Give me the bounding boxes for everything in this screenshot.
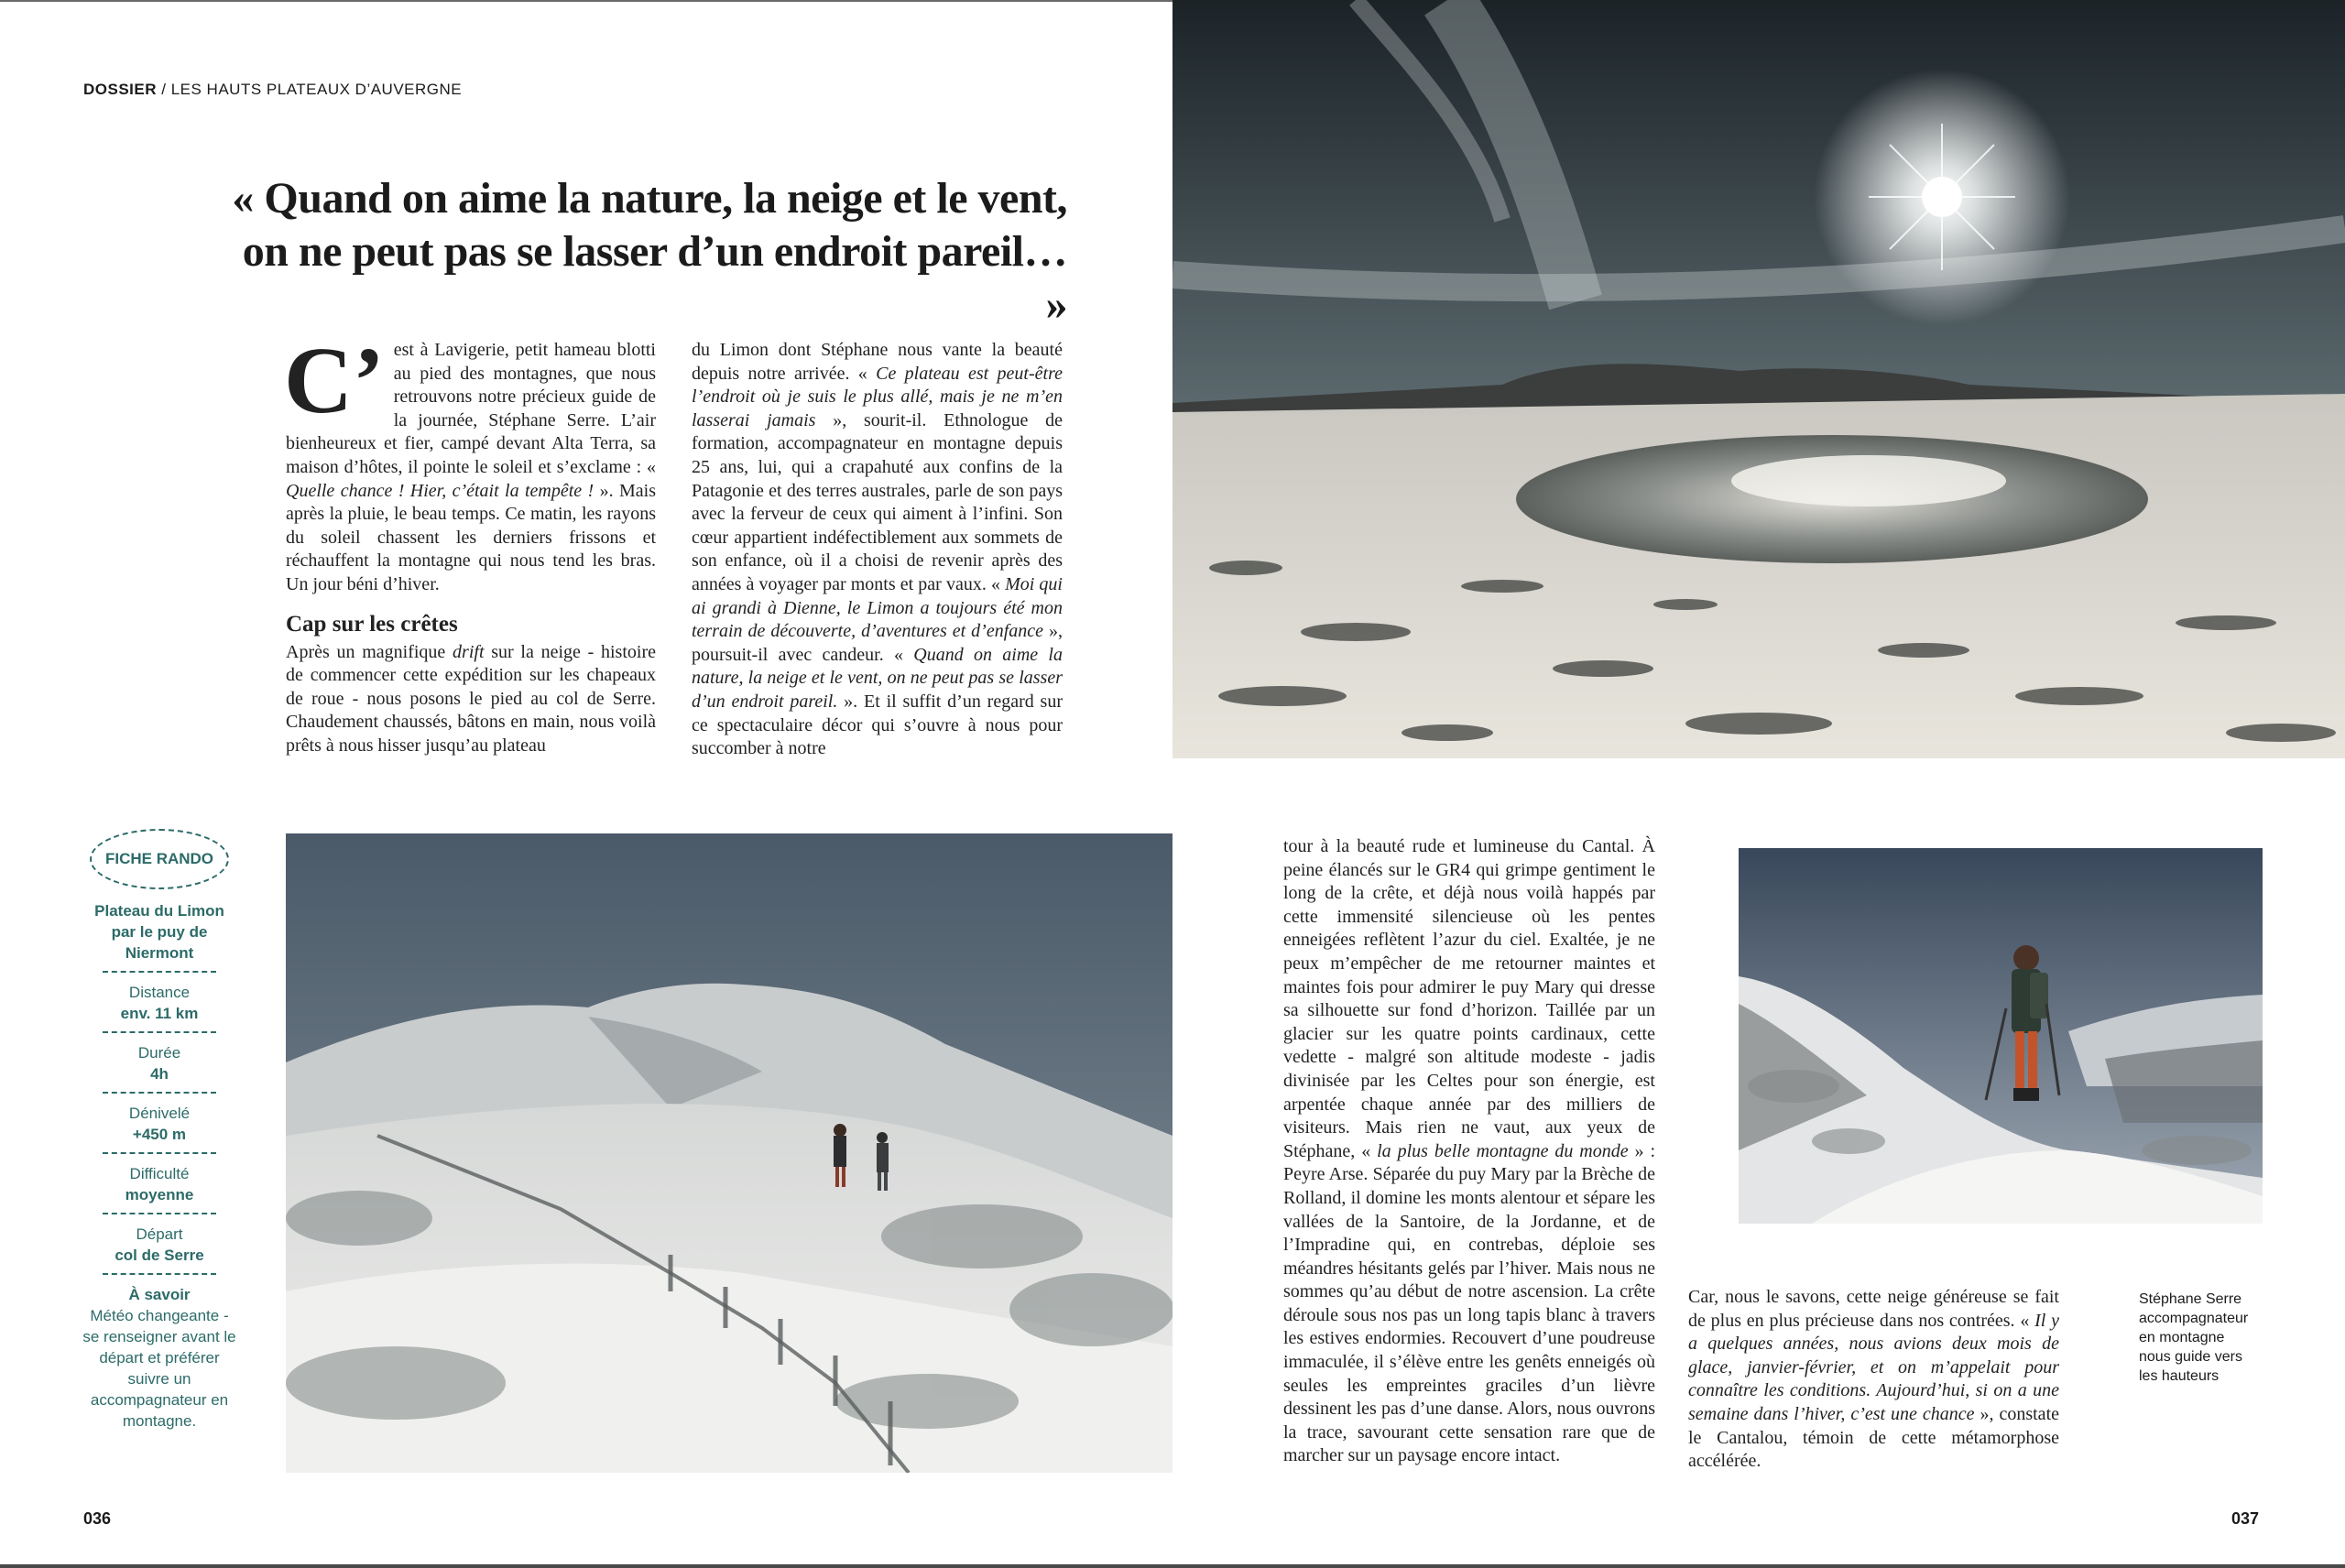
fiche-item-distance: Distance env. 11 km <box>120 984 199 1022</box>
fiche-item-depart: Départ col de Serre <box>115 1225 204 1264</box>
article-column-2 <box>692 339 1063 761</box>
photo-caption: Stéphane Serre accompagnateur en montagne nous guide vers les hauteurs <box>2139 1291 2249 1384</box>
pull-quote <box>229 172 1067 332</box>
fiche-note: À savoir Météo changeante - se renseigner avant le départ et préférer suivre un accompagnateur en montagne. <box>82 1286 236 1430</box>
fiche-separator <box>103 1092 216 1094</box>
fiche-separator <box>103 1213 216 1214</box>
page-number-right: 037 <box>2231 1509 2260 1528</box>
fiche-rando-badge: FICHE RANDO <box>90 829 229 889</box>
article-paragraph-intro: C’ est à Lavigerie, petit hameau blotti au pied des montagnes, que nous retrouvons notre précieux guide de la journée, Stéphane Serre. L’air bienheureux et fier, campé devant Alta Terra, sa maison d’hôtes, il pointe le soleil et s’exclame : « Quelle chance ! Hier, c’était la tempête ! ». Mais après la pluie, le beau temps. Ce matin, les rayons du soleil chassent les derniers frissons et réchauffent la montagne qui nous tend les bras. Un jour béni d’hiver. <box>284 328 657 594</box>
fiche-item-denivele: Dénivelé +450 m <box>128 1105 191 1143</box>
bottom-border <box>0 1564 2345 1568</box>
section-label-rest: / LES HAUTS PLATEAUX D’AUVERGNE <box>157 81 463 98</box>
article-column-1 <box>284 328 657 758</box>
photo-hikers-ridge <box>286 833 1172 1473</box>
photo-stephane-serre <box>1739 848 2263 1224</box>
section-label-bold: DOSSIER <box>83 81 158 98</box>
pull-quote-line-1: « Quand on aime la nature, la neige et le vent, <box>232 174 1067 223</box>
article-paragraph-2: Après un magnifique drift sur la neige - histoire de commencer cette expédition sur les chapeaux de roue - nous posons le pied au col de Serre. Chaudement chaussés, bâtons en main, nous voilà prêts à nous hisser jusqu’au plateau <box>286 641 656 756</box>
fiche-item-duree: Durée 4h <box>137 1044 181 1083</box>
fiche-separator <box>103 1152 216 1154</box>
section-label <box>83 81 462 99</box>
fiche-title: Plateau du Limon par le puy de Niermont <box>94 902 224 962</box>
fiche-separator <box>103 1273 216 1275</box>
page-number-left: 036 <box>83 1509 112 1528</box>
pull-quote-line-2: on ne peut pas se lasser d’un endroit pareil… » <box>242 227 1067 329</box>
article-paragraph-5: Car, nous le savons, cette neige généreuse se fait de plus en plus précieuse dans nos contrées. « Il y a quelques années, nous avions deux mois de glace, janvier-février, et on m’appelait pour connaître les conditions. Aujourd’hui, si on a une semaine dans l’hiver, c’est une chance », constate le Cantalou, témoin de cette métamorphose accélérée. <box>1688 1287 2060 1472</box>
photo-frozen-lake <box>1172 0 2345 758</box>
article-column-3 <box>1283 835 1655 1468</box>
fiche-separator <box>103 971 216 973</box>
subheading: Cap sur les crêtes <box>286 611 458 637</box>
fiche-separator <box>103 1031 216 1033</box>
fiche-item-difficulte: Difficulté moyenne <box>125 1165 194 1203</box>
fiche-rando <box>81 829 238 1432</box>
article-paragraph-4: tour à la beauté rude et lumineuse du Cantal. À peine élancés sur le GR4 qui grimpe gentiment le long de la crête, et déjà nous voilà happés par cette immensité silencieuse où les pentes enneigées reflètent l’azur du ciel. Exaltée, je ne peux m’empêcher de me retourner maintes et maintes fois pour admirer le puy Mary qui dresse sa silhouette sur fond d’horizon. Taillée par un glacier sur les quatre points cardinaux, cette vedette - malgré son altitude modeste - jadis divinisée par les Celtes pour son énergie, est arpentée chaque année par des milliers de visiteurs. Mais rien ne vaut, aux yeux de Stéphane, « la plus belle montagne du monde » : Peyre Arse. Séparée du puy Mary par la Brèche de Rolland, il domine les monts alentour et sépare les vallées de la Santoire, de la Jordanne, et de l’Impradine qui, en contrebas, déploie ses méandres hésitants gelés par l’hiver. Mais nous ne sommes qu’au début de notre ascension. La crête déroule sous nos pas un long tapis blanc à travers les estives endormies. Recouvert d’une poudreuse immaculée, il s’élève entre les genêts enneigés où seules les empreintes graciles d’un lièvre dessinent les pas d’une danse. Alors, nous ouvrons la trace, savourant cette sensation rare que de marcher sur un paysage encore intact. <box>1283 836 1655 1466</box>
drop-cap: C’ <box>284 328 385 433</box>
article-paragraph-3: du Limon dont Stéphane nous vante la beauté depuis notre arrivée. « Ce plateau est peut-être l’endroit où je suis le plus allé, mais je ne m’en lasserai jamais », sourit-il. Ethnologue de formation, accompagnateur en montagne depuis 25 ans, lui, qui a crapahuté aux confins de la Patagonie et des terres australes, parle de son pays avec la ferveur de ceux qui aiment à l’infini. Son cœur appartient indéfectiblement aux sommets de son enfance, où il a choisi de revenir après des années à voyager par monts et par vaux. « Moi qui ai grandi à Dienne, le Limon a toujours été mon terrain de découverte, d’aventures et d’enfance », poursuit-il avec candeur. « Quand on aime la nature, la neige et le vent, on ne peut pas se lasser d’un endroit pareil. ». Et il suffit d’un regard sur ce spectaculaire décor qui s’ouvre à nous pour succomber à notre <box>692 340 1063 759</box>
article-column-4 <box>1688 1286 2059 1474</box>
